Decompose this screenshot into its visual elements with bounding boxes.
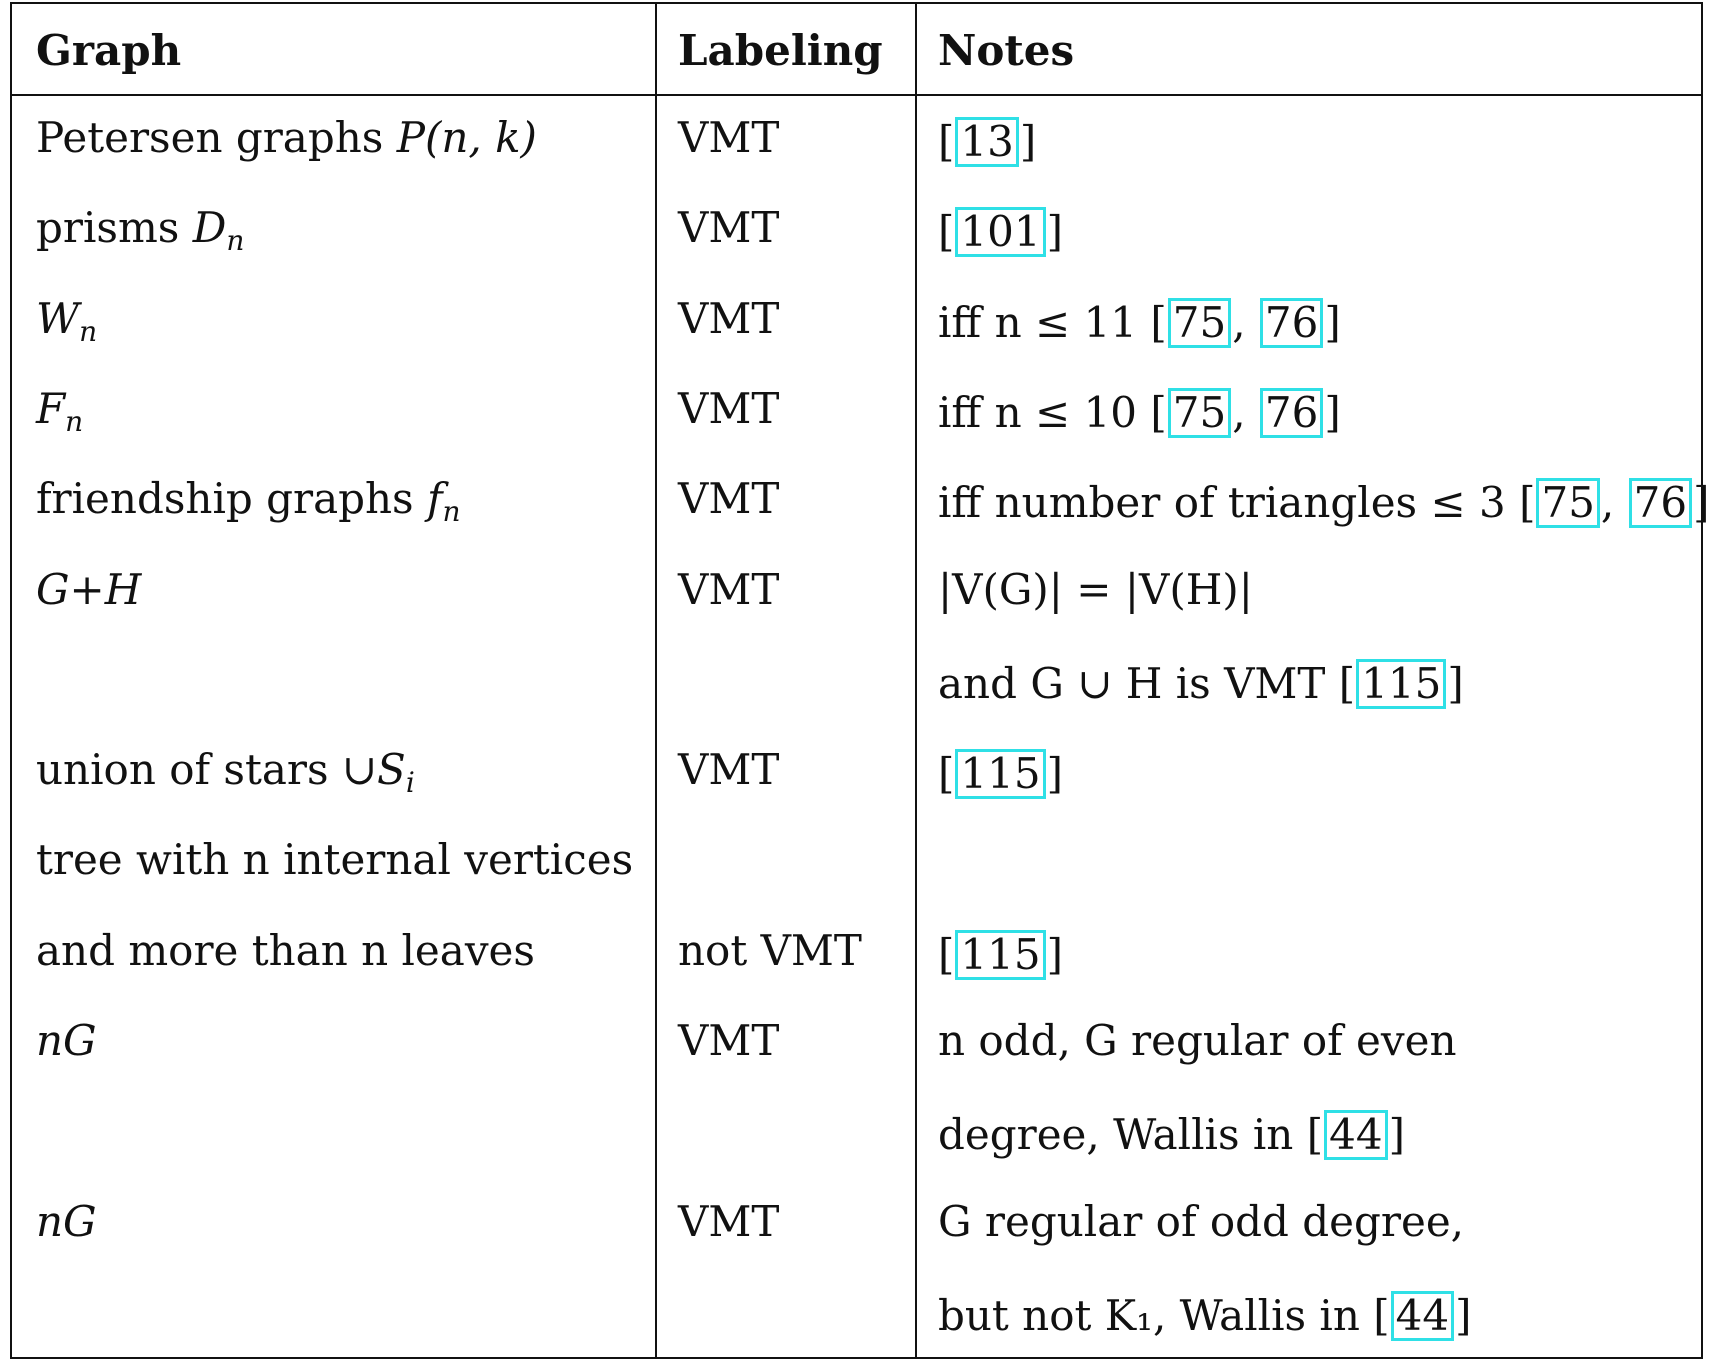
citation-open-bracket: [ — [1306, 1110, 1324, 1159]
graph-math: P(n, k) — [396, 113, 537, 162]
column-divider-1 — [655, 4, 657, 1357]
notes-cell — [938, 207, 1063, 257]
notes-cell — [938, 930, 1063, 980]
header-notes: Notes — [938, 26, 1075, 75]
notes-cell — [938, 1197, 1465, 1246]
notes-cell — [938, 749, 1063, 799]
citation-open-bracket: [ — [1338, 659, 1356, 708]
graph-subscript: n — [442, 495, 461, 528]
graph-subscript: n — [65, 405, 84, 438]
citation-close-bracket: ] — [1324, 388, 1341, 437]
notes-cell — [938, 1016, 1457, 1065]
graph-cell — [36, 1197, 97, 1246]
notes-text: but not K₁, Wallis in — [938, 1291, 1374, 1340]
graph-math: nG — [36, 1016, 97, 1065]
graph-subscript: i — [405, 766, 415, 799]
labeling-cell: not VMT — [678, 926, 862, 975]
citation-open-bracket: [ — [1373, 1291, 1390, 1340]
citation-open-bracket: [ — [938, 207, 955, 256]
citation-separator: , — [1600, 478, 1628, 527]
citation-link[interactable]: 101 — [955, 207, 1045, 257]
graph-cell — [36, 565, 142, 614]
citation-close-bracket: ] — [1388, 1110, 1405, 1159]
citation-link[interactable]: 75 — [1168, 388, 1231, 438]
notes-text: n odd, G regular of even — [938, 1016, 1457, 1065]
notes-text: G regular of odd degree, — [938, 1197, 1465, 1246]
citation-link[interactable]: 76 — [1260, 298, 1323, 348]
labeling-cell: VMT — [678, 565, 780, 614]
citation-link[interactable]: 13 — [955, 117, 1018, 167]
notes-cell — [938, 1291, 1471, 1341]
notes-cell — [938, 298, 1341, 348]
labeling-cell: VMT — [678, 1197, 780, 1246]
citation-link[interactable]: 115 — [955, 749, 1045, 799]
graph-math: f — [426, 474, 443, 523]
graph-math: G+H — [36, 565, 142, 614]
notes-text: iff n ≤ 10 — [938, 388, 1151, 437]
graph-text: and more than n leaves — [36, 926, 535, 975]
notes-text: iff n ≤ 11 — [938, 298, 1151, 347]
graph-cell — [36, 745, 415, 799]
citation-link[interactable]: 115 — [1356, 659, 1446, 709]
notes-cell — [938, 388, 1341, 438]
graph-math: W — [36, 294, 80, 343]
citation-close-bracket: ] — [1693, 478, 1709, 527]
graph-subscript: n — [79, 315, 98, 348]
citation-link[interactable]: 44 — [1391, 1291, 1454, 1341]
labeling-cell: VMT — [678, 384, 780, 433]
citation-close-bracket: ] — [1046, 930, 1063, 979]
notes-cell — [938, 1110, 1405, 1160]
graph-cell — [36, 1016, 97, 1065]
citation-link[interactable]: 76 — [1629, 478, 1692, 528]
notes-text: and G ∪ H is VMT — [938, 659, 1339, 708]
citation-link[interactable]: 115 — [955, 930, 1045, 980]
citation-link[interactable]: 76 — [1260, 388, 1323, 438]
graph-cell — [36, 474, 461, 528]
citation-open-bracket: [ — [1519, 478, 1536, 527]
graph-text: union of stars ∪ — [36, 745, 378, 794]
labeling-cell: VMT — [678, 203, 780, 252]
citation-link[interactable]: 75 — [1536, 478, 1599, 528]
graph-text: Petersen graphs — [36, 113, 397, 162]
graph-cell — [36, 926, 535, 975]
labeling-cell: VMT — [678, 745, 780, 794]
header-divider — [12, 94, 1701, 96]
graph-text: prisms — [36, 203, 193, 252]
graph-cell — [36, 113, 537, 162]
notes-cell — [938, 478, 1709, 528]
notes-text: degree, Wallis in — [938, 1110, 1307, 1159]
citation-link[interactable]: 75 — [1168, 298, 1231, 348]
citation-open-bracket: [ — [938, 117, 955, 166]
labeling-cell: VMT — [678, 474, 780, 523]
header-labeling: Labeling — [678, 26, 883, 75]
graph-cell — [36, 203, 245, 257]
notes-cell — [938, 117, 1036, 167]
citation-close-bracket: ] — [1019, 117, 1037, 166]
labeling-cell: VMT — [678, 113, 780, 162]
citation-close-bracket: ] — [1046, 207, 1063, 256]
citation-open-bracket: [ — [938, 749, 955, 798]
column-divider-2 — [915, 4, 917, 1357]
citation-separator: , — [1232, 388, 1259, 437]
graph-text: tree with n internal vertices — [36, 835, 634, 884]
citation-close-bracket: ] — [1046, 749, 1063, 798]
header-graph: Graph — [36, 26, 182, 75]
notes-cell — [938, 659, 1464, 709]
graph-subscript: n — [226, 224, 245, 257]
graph-math: F — [36, 384, 66, 433]
citation-close-bracket: ] — [1455, 1291, 1472, 1340]
citation-close-bracket: ] — [1324, 298, 1341, 347]
graph-math: S — [377, 745, 406, 794]
notes-cell — [938, 565, 1253, 614]
graph-math: D — [192, 203, 227, 252]
graph-text: friendship graphs — [36, 474, 427, 523]
citation-link[interactable]: 44 — [1324, 1110, 1387, 1160]
graph-cell — [36, 294, 98, 348]
citation-separator: , — [1232, 298, 1259, 347]
graph-cell — [36, 384, 84, 438]
notes-text: iff number of triangles ≤ 3 — [938, 478, 1520, 527]
citation-close-bracket: ] — [1447, 659, 1464, 708]
citation-open-bracket: [ — [1150, 388, 1167, 437]
labeling-cell: VMT — [678, 1016, 780, 1065]
graph-math: nG — [36, 1197, 97, 1246]
labeling-cell: VMT — [678, 294, 780, 343]
graph-cell — [36, 835, 634, 884]
citation-open-bracket: [ — [938, 930, 955, 979]
notes-text: |V(G)| = |V(H)| — [938, 565, 1253, 614]
graph-labeling-table — [10, 2, 1709, 1359]
citation-open-bracket: [ — [1150, 298, 1167, 347]
